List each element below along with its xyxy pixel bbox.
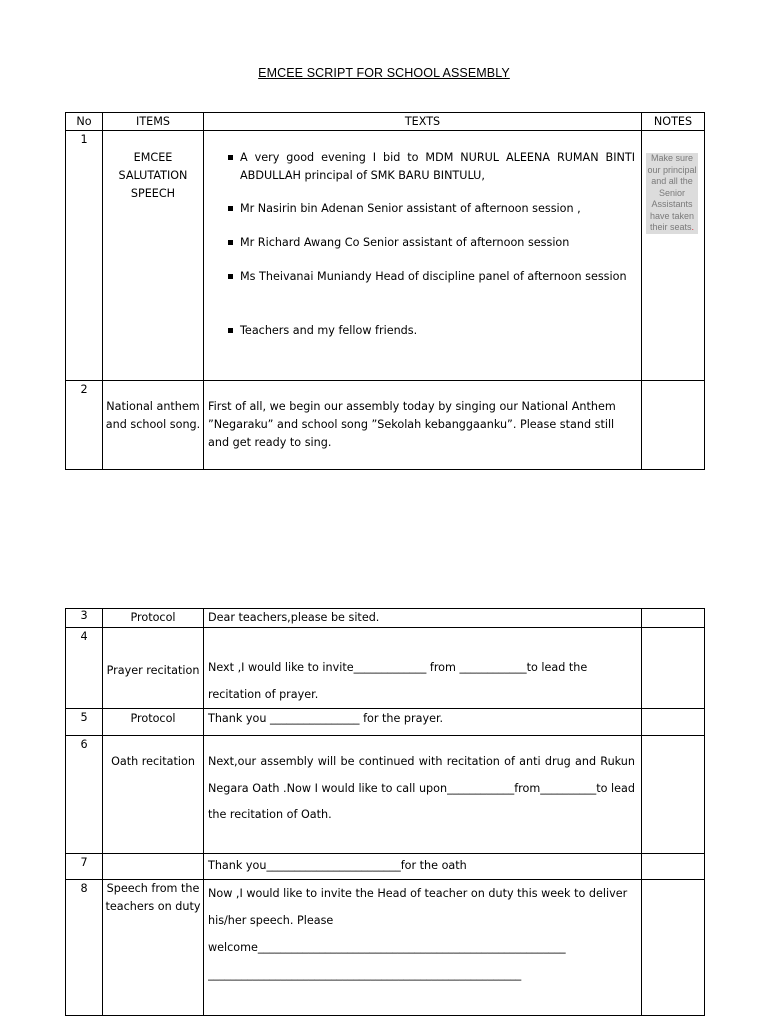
row-text-cell	[204, 131, 642, 381]
row-text: Next ,I would like to invite_____________ from ____________to lead the recitation of prayer.	[208, 661, 588, 701]
row-item: Speech from the teachers on duty	[105, 882, 201, 913]
row-text: Thank you ________________ for the prayer.	[208, 712, 444, 725]
salutation-list	[208, 131, 635, 339]
row-item-cell	[103, 880, 204, 1016]
row-text-blank: welcome_______________________________________________________	[208, 941, 566, 954]
row-number: 1	[66, 131, 103, 381]
row-number: 4	[66, 628, 103, 709]
row-item: National anthem and school song.	[105, 400, 201, 431]
row-text-cell	[204, 381, 642, 470]
row-item-cell	[103, 609, 204, 628]
assembly-table-1	[65, 112, 705, 470]
row-item-cell	[103, 628, 204, 709]
row-note-cell	[642, 854, 705, 880]
row-text: Next,our assembly will be continued with recitation of anti drug and Rukun Negara Oath .Now I would like to call upon____________from__________to lead the recitation of Oath.	[208, 755, 635, 821]
row-text-cell	[204, 880, 642, 1016]
table-row	[66, 381, 705, 470]
row-text-cell	[204, 709, 642, 736]
row-number: 2	[66, 381, 103, 470]
list-item: Teachers and my fellow friends.	[208, 322, 635, 340]
row-note-cell	[642, 880, 705, 1016]
row-item: Protocol	[130, 611, 176, 624]
table-row	[66, 854, 705, 880]
row-text-cell	[204, 854, 642, 880]
header-texts: TEXTS	[204, 113, 642, 131]
row-text-cell	[204, 736, 642, 854]
table-row	[66, 736, 705, 854]
row-note-cell	[642, 381, 705, 470]
row-text: Dear teachers,please be sited.	[208, 611, 380, 624]
list-item: Mr Richard Awang Co Senior assistant of afternoon session	[208, 234, 635, 252]
header-no: No	[66, 113, 103, 131]
row-number: 3	[66, 609, 103, 628]
row-note-cell	[642, 736, 705, 854]
row-note-cell	[642, 709, 705, 736]
row-item-cell	[103, 736, 204, 854]
row-text: Now ,I would like to invite the Head of teacher on duty this week to deliver his/her speech. Please	[208, 887, 628, 927]
header-notes: NOTES	[642, 113, 705, 131]
table-row	[66, 709, 705, 736]
row-text-cell	[204, 609, 642, 628]
row-text-cell	[204, 628, 642, 709]
header-items: ITEMS	[103, 113, 204, 131]
row-note-cell	[642, 131, 705, 381]
list-item: Mr Nasirin bin Adenan Senior assistant of afternoon session ,	[208, 200, 635, 218]
assembly-table-2	[65, 608, 705, 1016]
row-text-blank: ________________________________________________________	[208, 968, 522, 981]
table-header-row	[66, 113, 705, 131]
row-item: Protocol	[130, 712, 176, 725]
document-title: EMCEE SCRIPT FOR SCHOOL ASSEMBLY	[258, 66, 510, 80]
table-row	[66, 880, 705, 1016]
table-row	[66, 628, 705, 709]
row-item-cell	[103, 381, 204, 470]
table-row	[66, 131, 705, 381]
row-note-cell	[642, 628, 705, 709]
row-item: Prayer recitation	[106, 664, 200, 677]
list-item: Ms Theivanai Muniandy Head of discipline panel of afternoon session	[208, 268, 635, 286]
row-number: 6	[66, 736, 103, 854]
list-item: A very good evening I bid to MDM NURUL ALEENA RUMAN BINTI ABDULLAH principal of SMK BARU BINTULU,	[208, 149, 635, 184]
row-item-cell	[103, 709, 204, 736]
row-text: Thank you________________________for the oath	[208, 859, 467, 872]
row-item: Oath recitation	[111, 755, 195, 768]
table-row	[66, 609, 705, 628]
row-item-cell	[103, 854, 204, 880]
note-comment: Make sure our principal and all the Senior Assistants have taken their seats.	[647, 153, 697, 232]
row-number: 5	[66, 709, 103, 736]
row-item-cell	[103, 131, 204, 381]
row-note-cell	[642, 609, 705, 628]
row-number: 7	[66, 854, 103, 880]
row-number: 8	[66, 880, 103, 1016]
row-item: EMCEE SALUTATION SPEECH	[118, 151, 188, 200]
row-text: First of all, we begin our assembly today by singing our National Anthem ”Negaraku” and school song ”Sekolah kebanggaanku”. Please stand still and get ready to sing.	[208, 400, 616, 449]
